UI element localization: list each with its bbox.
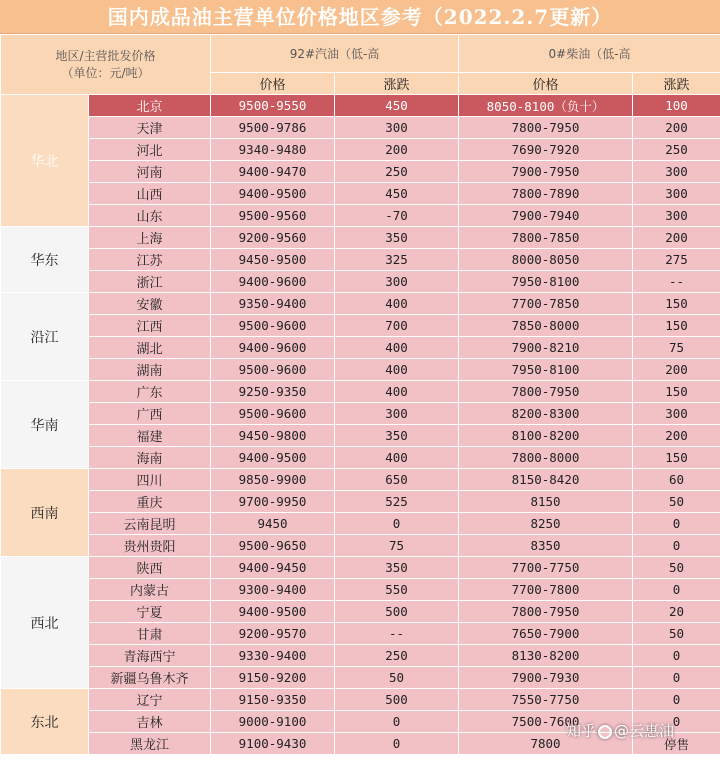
diesel-change-cell: 200: [633, 117, 720, 139]
watermark-author: @云惠油: [614, 722, 675, 740]
diesel-change-cell: 0: [633, 711, 720, 733]
city-cell: 江西: [89, 315, 211, 337]
diesel-change-cell: 275: [633, 249, 720, 271]
gasoline-price-cell: 9500-9600: [211, 359, 335, 381]
diesel-price-cell: 8000-8050: [459, 249, 633, 271]
gasoline-change-cell: 450: [335, 95, 459, 117]
gasoline-price-cell: 9500-9560: [211, 205, 335, 227]
gasoline-change-cell: 300: [335, 117, 459, 139]
table-row: [1, 161, 720, 183]
diesel-change-cell: 50: [633, 557, 720, 579]
city-cell: 山东: [89, 205, 211, 227]
table-row: [1, 513, 720, 535]
region-header-line2: （单位：元/吨）: [61, 65, 150, 80]
table-row: [1, 359, 720, 381]
gasoline-price-header: 价格: [211, 73, 335, 95]
diesel-change-cell: 200: [633, 425, 720, 447]
gasoline-price-cell: 9100-9430: [211, 733, 335, 755]
city-cell: 湖南: [89, 359, 211, 381]
gasoline-change-cell: 350: [335, 425, 459, 447]
gasoline-change-cell: 200: [335, 139, 459, 161]
diesel-price-cell: 7700-7850: [459, 293, 633, 315]
gasoline-change-cell: 400: [335, 337, 459, 359]
diesel-price-cell: 7900-8210: [459, 337, 633, 359]
table-row: [1, 557, 720, 579]
table-row: [1, 337, 720, 359]
diesel-price-cell: 7850-8000: [459, 315, 633, 337]
gasoline-price-cell: 9500-9786: [211, 117, 335, 139]
city-cell: 河北: [89, 139, 211, 161]
gasoline-change-cell: 500: [335, 689, 459, 711]
gasoline-change-cell: 550: [335, 579, 459, 601]
gasoline-change-cell: 350: [335, 557, 459, 579]
diesel-change-cell: 50: [633, 623, 720, 645]
diesel-change-cell: 250: [633, 139, 720, 161]
diesel-price-cell: 7690-7920: [459, 139, 633, 161]
diesel-change-cell: 300: [633, 183, 720, 205]
diesel-change-cell: 0: [633, 579, 720, 601]
diesel-price-cell: 8150-8420: [459, 469, 633, 491]
city-cell: 安徽: [89, 293, 211, 315]
gasoline-change-cell: 500: [335, 601, 459, 623]
price-table-body: [1, 95, 720, 755]
gasoline-price-cell: 9200-9560: [211, 227, 335, 249]
table-row: [1, 667, 720, 689]
diesel-price-header: 价格: [459, 73, 633, 95]
city-cell: 陕西: [89, 557, 211, 579]
gasoline-price-cell: 9400-9500: [211, 183, 335, 205]
table-row: [1, 447, 720, 469]
gasoline-price-cell: 9850-9900: [211, 469, 335, 491]
gasoline-price-cell: 9450-9500: [211, 249, 335, 271]
table-row: [1, 315, 720, 337]
region-cell: 西南: [1, 469, 89, 557]
region-cell: 东北: [1, 689, 89, 755]
gasoline-price-cell: 9000-9100: [211, 711, 335, 733]
gasoline-price-cell: 9350-9400: [211, 293, 335, 315]
city-cell: 宁夏: [89, 601, 211, 623]
diesel-change-cell: 200: [633, 359, 720, 381]
diesel-price-cell: 7800-7950: [459, 117, 633, 139]
gasoline-change-cell: 250: [335, 161, 459, 183]
gasoline-change-cell: -70: [335, 205, 459, 227]
gasoline-change-cell: 450: [335, 183, 459, 205]
diesel-change-cell: 停售: [633, 733, 720, 755]
city-cell: 福建: [89, 425, 211, 447]
diesel-price-cell: 7950-8100: [459, 271, 633, 293]
city-cell: 内蒙古: [89, 579, 211, 601]
diesel-price-cell: 7900-7950: [459, 161, 633, 183]
gasoline-change-cell: 250: [335, 645, 459, 667]
diesel-price-cell: 7900-7930: [459, 667, 633, 689]
diesel-change-cell: 150: [633, 447, 720, 469]
gasoline-change-header: 涨跌: [335, 73, 459, 95]
city-cell: 山西: [89, 183, 211, 205]
diesel-price-cell: 7900-7940: [459, 205, 633, 227]
region-cell: 西北: [1, 557, 89, 689]
table-row: [1, 381, 720, 403]
table-row: [1, 139, 720, 161]
city-cell: 云南昆明: [89, 513, 211, 535]
table-row: [1, 601, 720, 623]
city-cell: 河南: [89, 161, 211, 183]
region-cell: 华东: [1, 227, 89, 293]
diesel-price-cell: 7650-7900: [459, 623, 633, 645]
diesel-price-cell: 7800: [459, 733, 633, 755]
diesel-change-cell: 300: [633, 403, 720, 425]
diesel-price-cell: 7800-8000: [459, 447, 633, 469]
diesel-price-cell: 7700-7800: [459, 579, 633, 601]
diesel-change-cell: 20: [633, 601, 720, 623]
region-cell: 华北: [1, 95, 89, 227]
diesel-change-cell: 150: [633, 293, 720, 315]
diesel-price-cell: 7500-7600: [459, 711, 633, 733]
diesel-change-cell: 100: [633, 95, 720, 117]
diesel-header: 0#柴油（低-高: [459, 35, 720, 73]
gasoline-price-cell: 9500-9650: [211, 535, 335, 557]
table-row: [1, 293, 720, 315]
city-cell: 重庆: [89, 491, 211, 513]
table-row: [1, 95, 720, 117]
region-cell: 华南: [1, 381, 89, 469]
gasoline-change-cell: 325: [335, 249, 459, 271]
table-row: [1, 535, 720, 557]
diesel-change-cell: 300: [633, 205, 720, 227]
city-cell: 天津: [89, 117, 211, 139]
city-cell: 江苏: [89, 249, 211, 271]
watermark-site: 知乎: [566, 722, 597, 740]
gasoline-change-cell: 400: [335, 447, 459, 469]
table-row: [1, 183, 720, 205]
diesel-price-cell: 7800-7850: [459, 227, 633, 249]
region-column-header: [1, 35, 211, 95]
gasoline-price-cell: 9250-9350: [211, 381, 335, 403]
diesel-price-cell: 7700-7750: [459, 557, 633, 579]
city-cell: 青海西宁: [89, 645, 211, 667]
city-cell: 吉林: [89, 711, 211, 733]
gasoline-price-cell: 9340-9480: [211, 139, 335, 161]
gasoline-price-cell: 9400-9600: [211, 337, 335, 359]
gasoline-price-cell: 9400-9470: [211, 161, 335, 183]
diesel-change-cell: 300: [633, 161, 720, 183]
price-table: [0, 34, 720, 755]
table-row: [1, 645, 720, 667]
gasoline-change-cell: 300: [335, 271, 459, 293]
gasoline-price-cell: 9200-9570: [211, 623, 335, 645]
diesel-change-cell: 0: [633, 513, 720, 535]
table-row: [1, 249, 720, 271]
gasoline-change-cell: 0: [335, 711, 459, 733]
city-cell: 北京: [89, 95, 211, 117]
city-cell: 浙江: [89, 271, 211, 293]
gasoline-change-cell: 0: [335, 513, 459, 535]
gasoline-change-cell: 525: [335, 491, 459, 513]
city-cell: 贵州贵阳: [89, 535, 211, 557]
gasoline-price-cell: 9300-9400: [211, 579, 335, 601]
city-cell: 新疆乌鲁木齐: [89, 667, 211, 689]
gasoline-price-cell: 9400-9600: [211, 271, 335, 293]
gasoline-change-cell: 400: [335, 359, 459, 381]
gasoline-price-cell: 9150-9200: [211, 667, 335, 689]
gasoline-change-cell: --: [335, 623, 459, 645]
table-row: [1, 469, 720, 491]
gasoline-price-cell: 9700-9950: [211, 491, 335, 513]
diesel-change-header: 涨跌: [633, 73, 720, 95]
gasoline-change-cell: 400: [335, 381, 459, 403]
diesel-change-cell: 75: [633, 337, 720, 359]
table-row: [1, 491, 720, 513]
diesel-change-cell: --: [633, 271, 720, 293]
diesel-price-cell: 8150: [459, 491, 633, 513]
diesel-change-cell: 50: [633, 491, 720, 513]
gasoline-price-cell: 9500-9600: [211, 315, 335, 337]
watermark-logo-icon: [598, 725, 612, 739]
gasoline-price-cell: 9400-9500: [211, 601, 335, 623]
gasoline-price-cell: 9450-9800: [211, 425, 335, 447]
gasoline-price-cell: 9150-9350: [211, 689, 335, 711]
table-row: [1, 271, 720, 293]
gasoline-change-cell: 75: [335, 535, 459, 557]
diesel-price-cell: 8350: [459, 535, 633, 557]
gasoline-header: 92#汽油（低-高: [211, 35, 459, 73]
gasoline-change-cell: 700: [335, 315, 459, 337]
gasoline-price-cell: 9500-9600: [211, 403, 335, 425]
table-row: [1, 227, 720, 249]
gasoline-price-cell: 9400-9450: [211, 557, 335, 579]
diesel-change-cell: 0: [633, 667, 720, 689]
city-cell: 黑龙江: [89, 733, 211, 755]
gasoline-change-cell: 350: [335, 227, 459, 249]
city-cell: 海南: [89, 447, 211, 469]
diesel-price-cell: 7800-7890: [459, 183, 633, 205]
region-header-line1: 地区/主营批发价格: [55, 48, 156, 63]
city-cell: 广东: [89, 381, 211, 403]
gasoline-change-cell: 650: [335, 469, 459, 491]
gasoline-price-cell: 9500-9550: [211, 95, 335, 117]
diesel-change-cell: 0: [633, 535, 720, 557]
diesel-price-cell: 7950-8100: [459, 359, 633, 381]
diesel-price-cell: 7800-7950: [459, 381, 633, 403]
city-cell: 辽宁: [89, 689, 211, 711]
diesel-price-cell: 7550-7750: [459, 689, 633, 711]
table-row: [1, 623, 720, 645]
gasoline-price-cell: 9450: [211, 513, 335, 535]
gasoline-change-cell: 300: [335, 403, 459, 425]
table-row: [1, 579, 720, 601]
diesel-price-cell: 8200-8300: [459, 403, 633, 425]
page-title: 国内成品油主营单位价格地区参考（2022.2.7更新）: [0, 0, 720, 34]
gasoline-price-cell: 9400-9500: [211, 447, 335, 469]
gasoline-price-cell: 9330-9400: [211, 645, 335, 667]
diesel-price-cell: 8100-8200: [459, 425, 633, 447]
diesel-price-cell: 8130-8200: [459, 645, 633, 667]
diesel-change-cell: 150: [633, 381, 720, 403]
table-row: [1, 403, 720, 425]
table-row: [1, 117, 720, 139]
gasoline-change-cell: 400: [335, 293, 459, 315]
city-cell: 甘肃: [89, 623, 211, 645]
diesel-change-cell: 0: [633, 645, 720, 667]
diesel-price-cell: 7800-7950: [459, 601, 633, 623]
diesel-change-cell: 60: [633, 469, 720, 491]
table-row: [1, 689, 720, 711]
city-cell: 四川: [89, 469, 211, 491]
table-row: [1, 425, 720, 447]
city-cell: 湖北: [89, 337, 211, 359]
watermark: [566, 720, 674, 741]
region-cell: 沿江: [1, 293, 89, 381]
gasoline-change-cell: 0: [335, 733, 459, 755]
diesel-price-cell: 8050-8100（负十）: [459, 95, 633, 117]
diesel-change-cell: 0: [633, 689, 720, 711]
diesel-change-cell: 150: [633, 315, 720, 337]
gasoline-change-cell: 50: [335, 667, 459, 689]
diesel-change-cell: 200: [633, 227, 720, 249]
table-row: [1, 205, 720, 227]
diesel-price-cell: 8250: [459, 513, 633, 535]
city-cell: 广西: [89, 403, 211, 425]
city-cell: 上海: [89, 227, 211, 249]
